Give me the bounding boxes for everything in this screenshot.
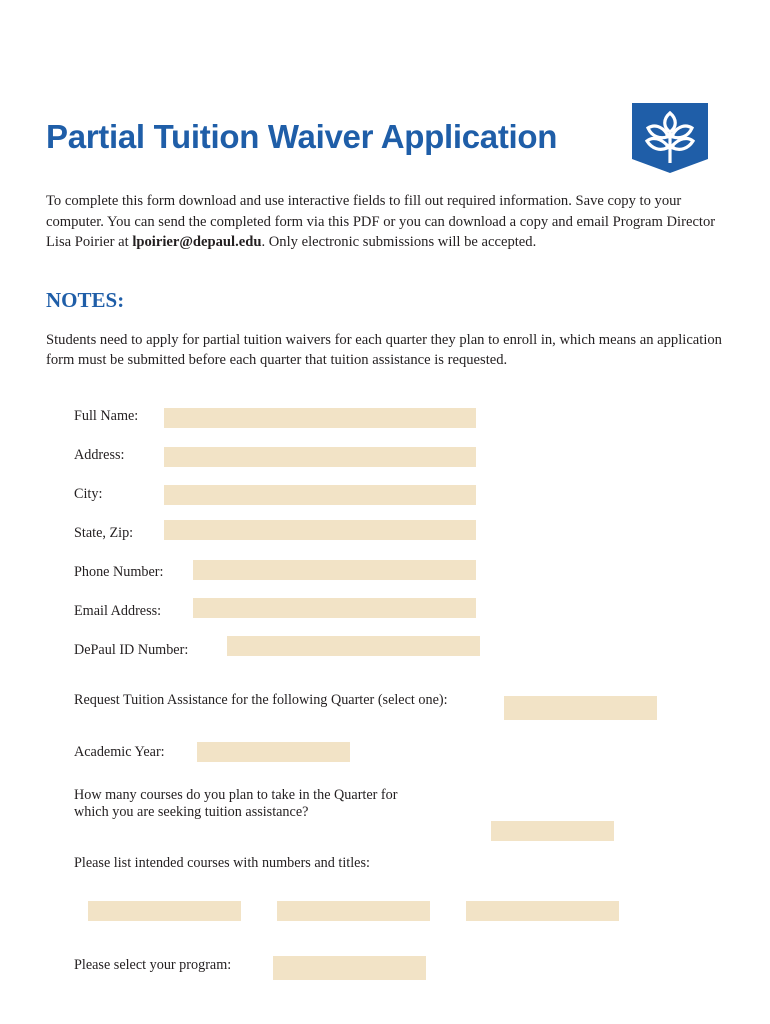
quarter-select[interactable]: [504, 696, 657, 720]
page-title: Partial Tuition Waiver Application: [46, 118, 558, 155]
quarter-label: Request Tuition Assistance for the following Quarter (select one):: [74, 692, 448, 708]
depaul-id-field[interactable]: [227, 636, 480, 656]
state-zip-field[interactable]: [164, 520, 476, 540]
academic-year-field[interactable]: [197, 742, 350, 762]
program-select[interactable]: [273, 956, 426, 980]
course-field-2[interactable]: [277, 901, 430, 921]
intro-paragraph: [46, 191, 736, 253]
courses-label: Please list intended courses with numbers and titles:: [74, 855, 370, 871]
academic-year-label: Academic Year:: [74, 744, 165, 760]
depaul-tree-shield-icon: [630, 101, 710, 175]
depaul-id-label: DePaul ID Number:: [74, 642, 189, 658]
contact-email: lpoirier@depaul.edu: [132, 234, 262, 250]
notes-text: Students need to apply for partial tuition waivers for each quarter they plan to enroll in, which means an application form must be submitted before each quarter that tuition assistance is requested.: [46, 332, 722, 368]
course-count-field[interactable]: [491, 821, 614, 841]
phone-number-field[interactable]: [193, 560, 476, 580]
state-zip-label: State, Zip:: [74, 525, 134, 541]
city-label: City:: [74, 486, 103, 502]
course-field-1[interactable]: [88, 901, 241, 921]
intro-text-start: To complete this form download and use interactive fields to fill out required information. Save copy to your computer. You can send the completed form via this PDF or you can download a copy and email Program Director Lisa Poirier at: [46, 193, 716, 250]
course-count-label-line1: How many courses do you plan to take in the Quarter for: [74, 787, 398, 803]
address-field[interactable]: [164, 447, 476, 467]
course-field-3[interactable]: [466, 901, 619, 921]
intro-text-end: . Only electronic submissions will be accepted.: [261, 234, 537, 250]
full-name-field[interactable]: [164, 408, 476, 428]
email-address-label: Email Address:: [74, 603, 162, 619]
phone-number-label: Phone Number:: [74, 564, 164, 580]
city-field[interactable]: [164, 485, 476, 505]
email-address-field[interactable]: [193, 598, 476, 618]
notes-heading: NOTES:: [46, 288, 125, 312]
program-label: Please select your program:: [74, 957, 232, 973]
course-count-label-line2: which you are seeking tuition assistance?: [74, 804, 309, 820]
address-label: Address:: [74, 447, 125, 463]
full-name-label: Full Name:: [74, 408, 139, 424]
